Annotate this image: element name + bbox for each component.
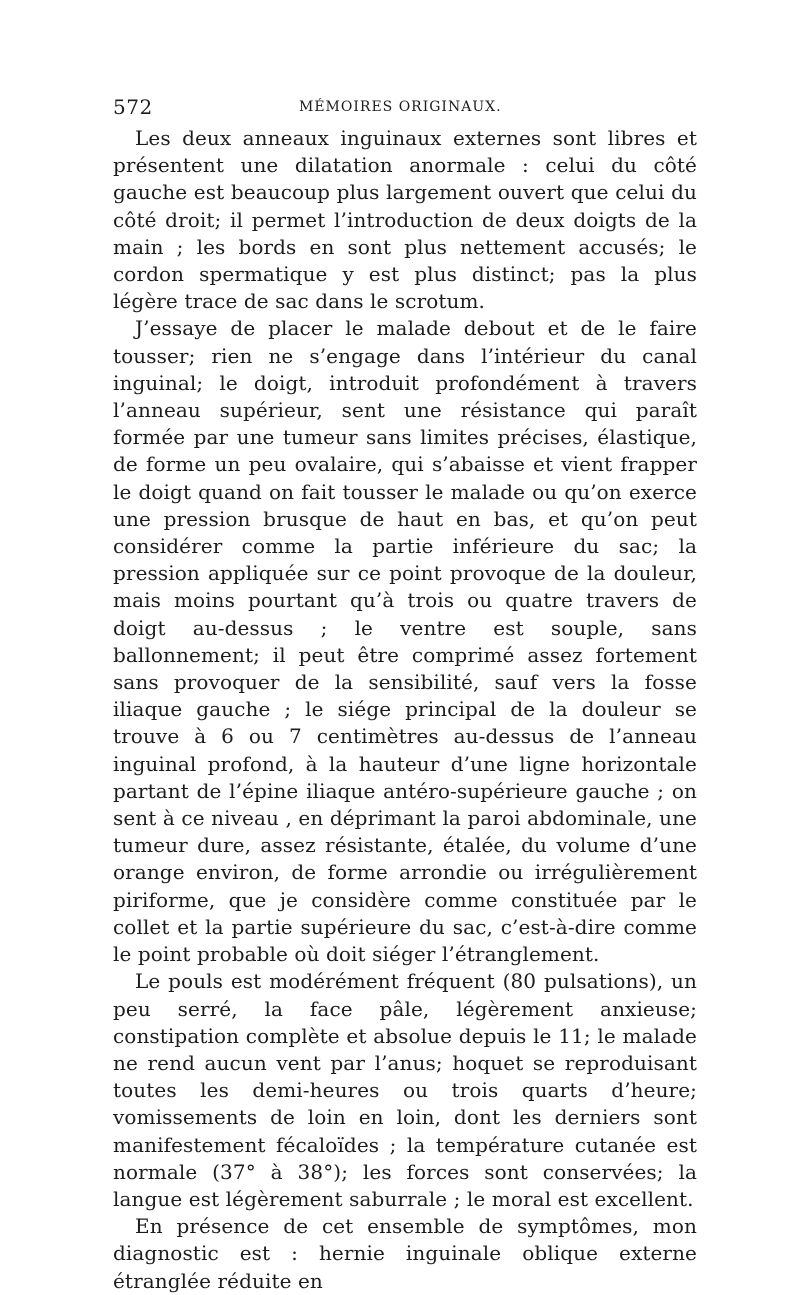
running-head: MÉMOIRES ORIGINAUX. [299,99,502,115]
paragraph-inguinal-rings: Les deux anneaux inguinaux externes sont libres et présentent une dilatation anormale : celui du côté gauche est beaucoup plus largement ouvert que celui du côté droit; il permet l’introduction de deux doigts de la main ; les bords en sont plus nettement accusés; le cordon spermatique y est plus distinct; pas la plus légère trace de sac dans le scrotum. [113,126,697,314]
paragraph-diagnosis: En présence de cet ensemble de symptômes, mon diagnostic est : hernie inguinale oblique externe étranglée réduite en [113,1214,697,1293]
paragraph-pulse-symptoms: Le pouls est modérément fréquent (80 pulsations), un peu serré, la face pâle, légèrement anxieuse; constipation complète et absolue depuis le 11; le malade ne rend aucun vent par l’anus; hoquet se reproduisant toutes les demi-heures ou trois quarts d’heure; vomissements de loin en loin, dont les derniers sont manifestement fécaloïdes ; la température cutanée est normale (37° à 38°); les forces sont conservées; la langue est légèrement saburrale ; le moral est excellent. [113,969,697,1211]
document-page [113,95,697,1295]
page-header [113,95,697,125]
page-number: 572 [113,95,153,119]
paragraph-examination: J’essaye de placer le malade debout et de le faire tousser; rien ne s’engage dans l’intérieur du canal inguinal; le doigt, introduit profondément à travers l’anneau supérieur, sent une résistance qui paraît formée par une tumeur sans limites précises, élastique, de forme un peu ovalaire, qui s’abaisse et vient frapper le doigt quand on fait tousser le malade ou qu’on exerce une pression brusque de haut en bas, et qu’on peut considérer comme la partie inférieure du sac; la pression appliquée sur ce point provoque de la douleur, mais moins pourtant qu’à trois ou quatre travers de doigt au-dessus ; le ventre est souple, sans ballonnement; il peut être comprimé assez fortement sans provoquer de la sensibilité, sauf vers la fosse iliaque gauche ; le siége principal de la douleur se trouve à 6 ou 7 centimètres au-dessus de l’anneau inguinal profond, à la hauteur d’une ligne horizontale partant de l’épine iliaque antéro-supérieure gauche ; on sent à ce niveau , en déprimant la paroi abdominale, une tumeur dure, assez résistante, étalée, du volume d’une orange environ, de forme arrondie ou irrégulièrement piriforme, que je considère comme constituée par le collet et la partie supérieure du sac, c’est-à-dire comme le point probable où doit siéger l’étranglement. [113,316,697,967]
